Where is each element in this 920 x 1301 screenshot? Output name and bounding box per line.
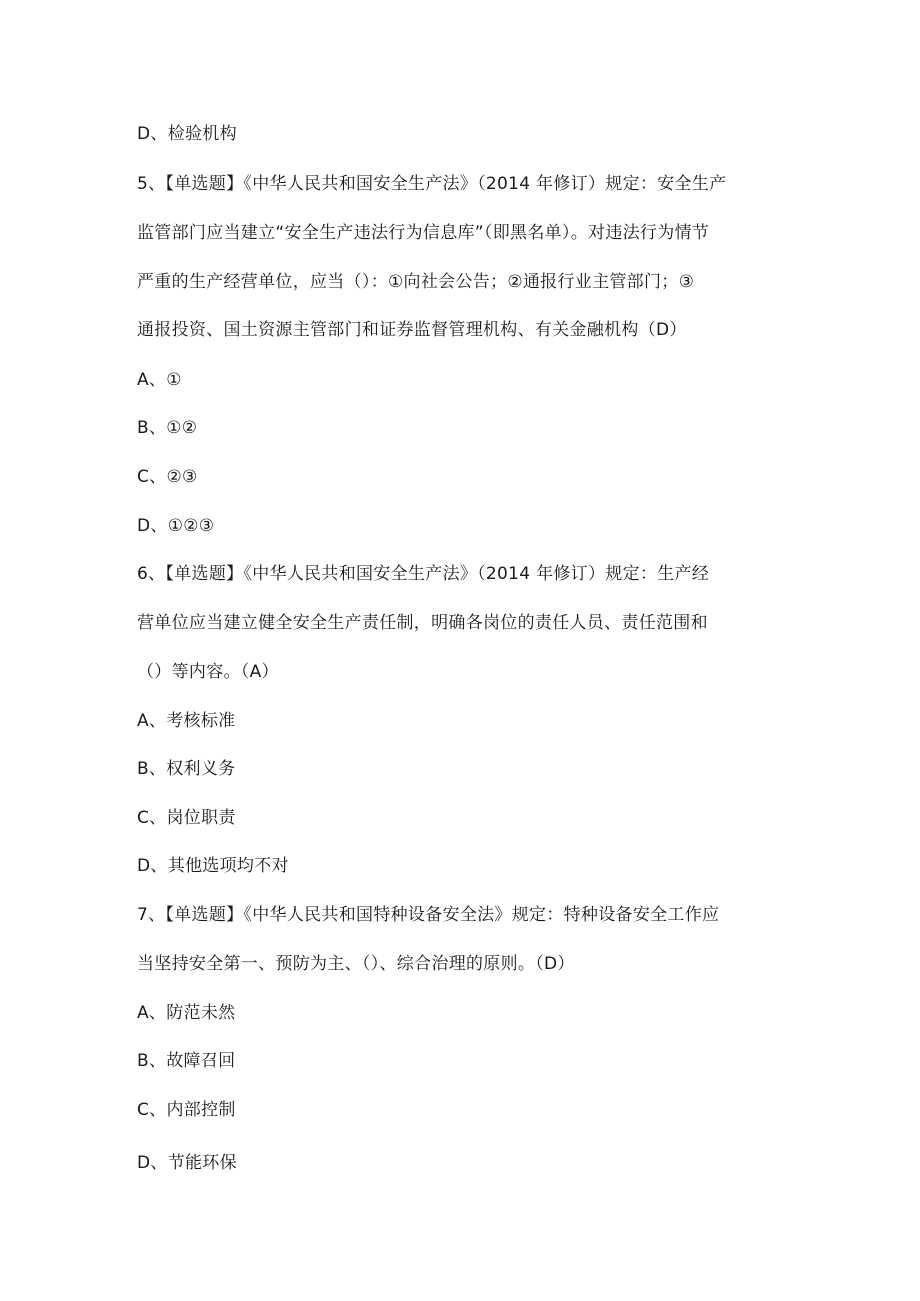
q4-option-d: D、检验机构 [137,124,237,144]
q5-option-b: B、①② [137,418,198,438]
q5-stem-line-2: 监管部门应当建立“安全生产违法行为信息库”（即黑名单）。对违法行为情节 [137,223,710,243]
q6-stem-line-3: （）等内容。（A） [137,662,279,682]
q7-option-b: B、故障召回 [137,1051,236,1071]
q5-stem-line-4: 通报投资、国土资源主管部门和证券监督管理机构、有关金融机构（D） [137,320,687,340]
q7-stem-line-1: 7、【单选题】《中华人民共和国特种设备安全法》规定：特种设备安全工作应 [137,905,720,925]
q5-option-c: C、②③ [137,467,198,487]
q7-option-c: C、内部控制 [137,1100,236,1120]
q5-stem-line-3: 严重的生产经营单位，应当（）：①向社会公告；②通报行业主管部门；③ [137,272,695,292]
q5-option-d: D、①②③ [137,516,215,536]
q6-stem-line-2: 营单位应当建立健全安全生产责任制，明确各岗位的责任人员、责任范围和 [137,613,708,633]
q6-option-b: B、权利义务 [137,759,236,779]
q7-option-a: A、防范未然 [137,1003,236,1023]
q7-option-d: D、节能环保 [137,1153,237,1173]
q6-option-a: A、考核标准 [137,711,236,731]
q6-option-c: C、岗位职责 [137,808,236,828]
q6-option-d: D、其他选项均不对 [137,856,289,876]
q6-stem-line-1: 6、【单选题】《中华人民共和国安全生产法》（2014 年修订）规定：生产经 [137,564,710,584]
q5-option-a: A、① [137,370,182,390]
q5-stem-line-1: 5、【单选题】《中华人民共和国安全生产法》（2014 年修订）规定：安全生产 [137,174,727,194]
q7-stem-line-2: 当坚持安全第一、预防为主、（）、综合治理的原则。（D） [137,954,575,974]
